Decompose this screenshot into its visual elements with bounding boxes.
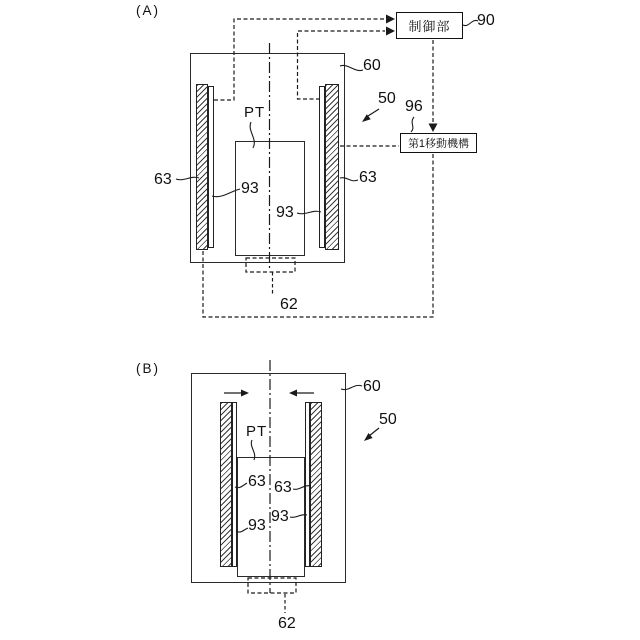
panel-a-label: (A) (136, 3, 160, 18)
arrow-into-mover (429, 124, 438, 133)
ref-63-left-label-a: 63 (154, 171, 172, 188)
ref-93-left-label-b: 93 (248, 517, 266, 534)
panel-b-label: (B) (136, 361, 160, 376)
pt-label-b: PT (246, 423, 268, 440)
holder-bar-left-a (196, 84, 208, 250)
ref-62-label-b: 62 (278, 615, 296, 632)
ref-93-right-label-a: 93 (276, 204, 294, 221)
ref-50-label-a: 50 (378, 90, 396, 107)
ref-63-right-label-b: 63 (274, 479, 292, 496)
ref-90-label: 90 (477, 12, 495, 29)
ref-63-left-label-b: 63 (248, 473, 266, 490)
adhesive-strip-left-a (208, 86, 214, 248)
mover-label: 第1移動機構 (407, 138, 470, 150)
substrate-rect-a (235, 141, 305, 256)
holder-bar-right-b (310, 402, 322, 567)
leader-90 (463, 20, 478, 25)
ref-62-label-a: 62 (280, 296, 298, 313)
ref-96-label: 96 (405, 98, 423, 115)
ref-93-left-label-a: 93 (241, 180, 259, 197)
ref-93-right-label-b: 93 (271, 508, 289, 525)
ref-50-arrow-b-shaft (369, 428, 379, 436)
arrow-into-control-top (386, 15, 395, 24)
control-unit-label: 制御部 (408, 19, 451, 34)
ref-50-arrow-a-shaft (368, 109, 379, 116)
ref-50-label-b: 50 (379, 411, 397, 428)
control-unit-box (396, 12, 463, 39)
leader-96 (411, 117, 414, 132)
ref-60-label-a: 60 (363, 57, 381, 74)
pt-label-a: PT (244, 104, 266, 121)
ref-50-arrow-b-head (364, 433, 373, 441)
arrow-into-control-bottom (386, 27, 395, 36)
ref-60-label-b: 60 (363, 378, 381, 395)
mover-box (400, 133, 477, 153)
ref-63-right-label-a: 63 (359, 169, 377, 186)
holder-bar-left-b (220, 402, 232, 567)
ref-50-arrow-a-head (362, 114, 371, 122)
holder-bar-right-a (325, 84, 339, 250)
